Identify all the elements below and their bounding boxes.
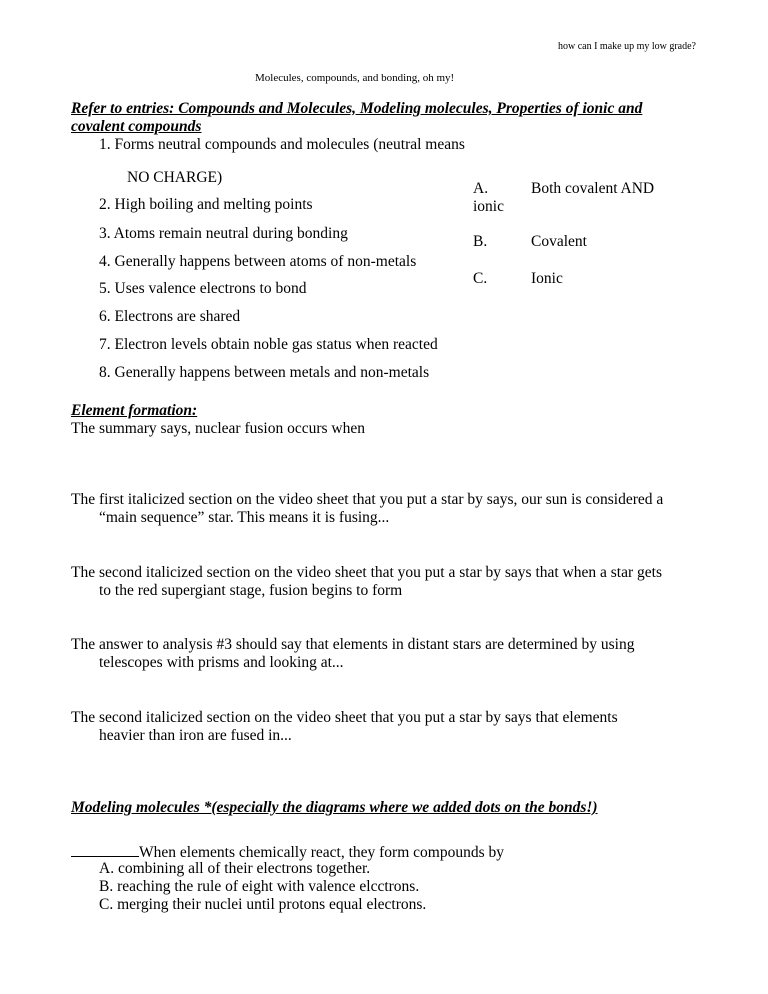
mc-choice-c: C. merging their nuclei until protons equal electrons. — [99, 896, 427, 913]
item-1: 1. Forms neutral compounds and molecules (neutral means — [99, 136, 465, 153]
question-3-line2: telescopes with prisms and looking at... — [99, 654, 344, 671]
mc-choice-a: A. combining all of their electrons together. — [99, 860, 371, 877]
item-7: 7. Electron levels obtain noble gas status when reacted — [99, 336, 438, 353]
header-note: how can I make up my low grade? — [557, 41, 696, 52]
question-2-line2: to the red supergiant stage, fusion begins to form — [99, 582, 403, 599]
answer-blank[interactable] — [71, 842, 139, 857]
question-1-line2: “main sequence” star. This means it is fusing... — [99, 509, 390, 526]
item-1-continued: NO CHARGE) — [127, 169, 223, 186]
option-b-letter: B. — [473, 233, 488, 250]
summary-statement: The summary says, nuclear fusion occurs when — [71, 420, 365, 437]
option-a-text: Both covalent AND — [531, 180, 655, 197]
question-4-line2: heavier than iron are fused in... — [99, 727, 292, 744]
item-5: 5. Uses valence electrons to bond — [99, 280, 307, 297]
item-8: 8. Generally happens between metals and non-metals — [99, 364, 430, 381]
section1-heading-line2: covalent compounds — [71, 118, 202, 135]
item-2: 2. High boiling and melting points — [99, 196, 313, 213]
option-c-letter: C. — [473, 270, 488, 287]
section3-heading: Modeling molecules *(especially the diagrams where we added dots on the bonds!) — [71, 799, 598, 816]
question-4-line1: The second italicized section on the video sheet that you put a star by says that elements — [71, 709, 618, 726]
option-b-text: Covalent — [531, 233, 587, 250]
option-c-text: Ionic — [531, 270, 563, 287]
mc-question — [71, 842, 504, 862]
section1-heading-line1: Refer to entries: Compounds and Molecules, Modeling molecules, Properties of ionic and — [71, 100, 643, 117]
section2-heading: Element formation: — [71, 402, 198, 419]
option-a-text-continued: ionic — [473, 198, 504, 215]
mc-choice-b: B. reaching the rule of eight with valence elcctrons. — [99, 878, 420, 895]
question-1-line1: The first italicized section on the video sheet that you put a star by says, our sun is considered a — [71, 491, 664, 508]
question-2-line1: The second italicized section on the video sheet that you put a star by says that when a star gets — [71, 564, 662, 581]
option-a-letter: A. — [473, 180, 489, 197]
item-4: 4. Generally happens between atoms of non-metals — [99, 253, 417, 270]
item-3: 3. Atoms remain neutral during bonding — [99, 225, 348, 242]
item-6: 6. Electrons are shared — [99, 308, 241, 325]
question-3-line1: The answer to analysis #3 should say that elements in distant stars are determined by using — [71, 636, 635, 653]
page-title: Molecules, compounds, and bonding, oh my! — [255, 72, 455, 84]
mc-question-text: When elements chemically react, they form compounds by — [139, 844, 504, 861]
